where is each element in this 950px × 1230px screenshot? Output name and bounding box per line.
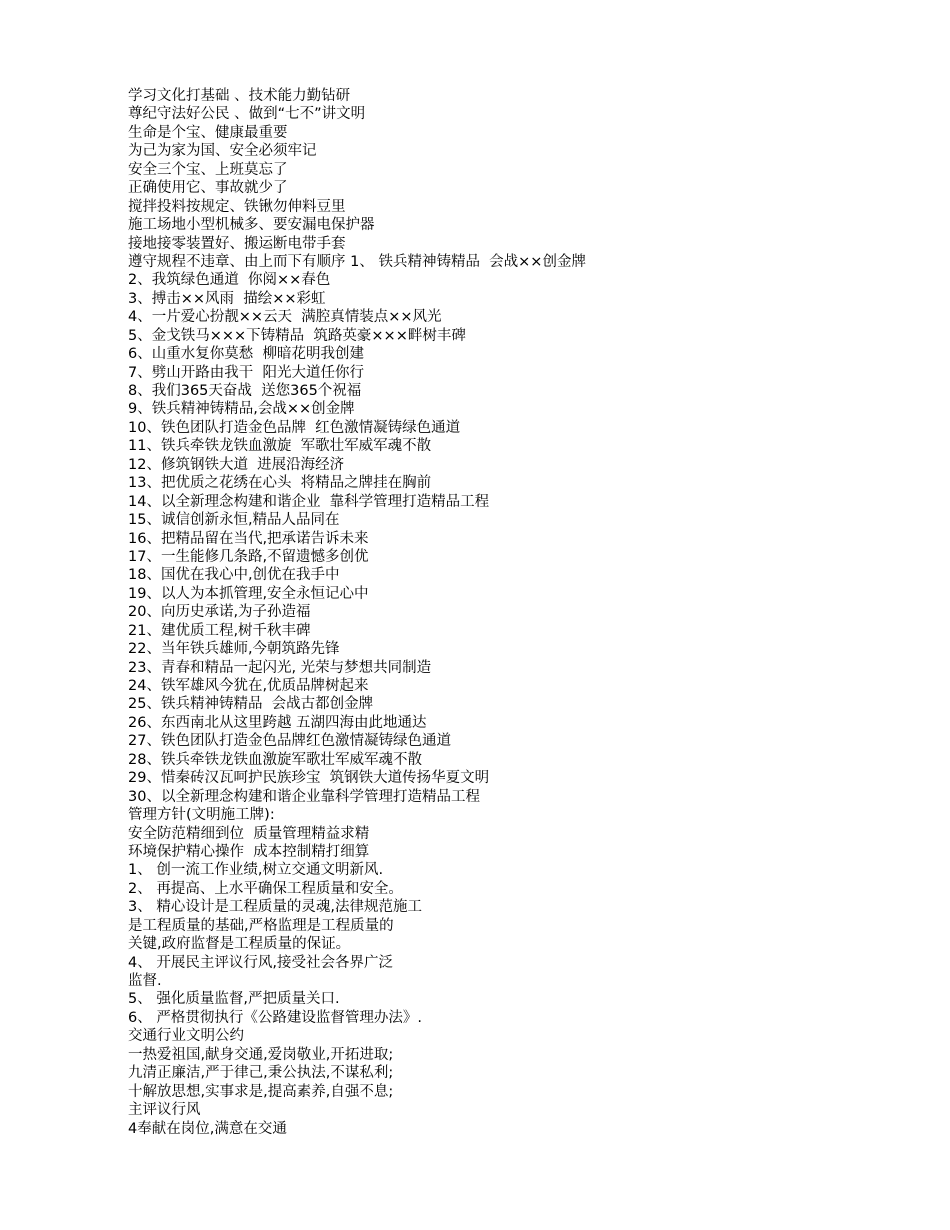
text-line: 4奉献在岗位,满意在交通 (128, 1120, 287, 1137)
text-line: 十解放思想,实事求是,提高素养,自强不息; (128, 1083, 394, 1100)
text-line: 安全三个宝、上班莫忘了 (128, 161, 288, 178)
text-line: 8、我们365天奋战 送您365个祝福 (128, 383, 362, 399)
text-line: 正确使用它、事故就少了 (128, 180, 288, 197)
text-line: 1、 创一流工作业绩,树立交通文明新风. (128, 862, 384, 879)
text-line: 关键,政府监督是工程质量的保证。 (128, 936, 351, 953)
text-line: 监督. (128, 973, 162, 989)
text-line: 接地接零装置好、搬运断电带手套 (128, 235, 346, 252)
text-line: 20、向历史承诺,为子孙造福 (128, 604, 311, 621)
text-line: 环境保护精心操作 成本控制精打细算 (128, 843, 370, 860)
text-line: 学习文化打基础 、技术能力勤钻研 (128, 88, 351, 104)
document-text-body (128, 87, 908, 1138)
text-line: 一热爱祖国,献身交通,爱岗敬业,开拓进取; (128, 1046, 394, 1063)
text-line: 16、把精品留在当代,把承诺告诉未来 (128, 530, 369, 547)
text-line: 安全防范精细到位 质量管理精益求精 (128, 825, 370, 842)
text-line: 为己为家为国、安全必须牢记 (128, 143, 317, 160)
text-line: 2、 再提高、上水平确保工程质量和安全。 (128, 880, 403, 897)
text-line: 14、以全新理念构建和谐企业 靠科学管理打造精品工程 (128, 493, 490, 510)
text-line: 施工场地小型机械多、要安漏电保护器 (128, 217, 375, 234)
text-line: 21、建优质工程,树千秋丰碑 (128, 622, 311, 639)
text-line: 2、我筑绿色通道 你阅××春色 (128, 272, 331, 289)
text-line: 遵守规程不违章、由上而下有顺序 1、 铁兵精神铸精品 会战××创金牌 (128, 253, 586, 270)
text-line: 28、铁兵牵铁龙铁血激旋军歌壮军威军魂不散 (128, 751, 422, 768)
text-line: 4、 开展民主评议行风,接受社会各界广泛 (128, 954, 393, 971)
text-line: 22、当年铁兵雄师,今朝筑路先锋 (128, 641, 340, 658)
text-line: 7、劈山开路由我干 阳光大道任你行 (128, 364, 364, 381)
text-line: 4、一片爱心扮靓××云天 满腔真情装点××风光 (128, 309, 442, 326)
text-line: 17、一生能修几条路,不留遗憾多创优 (128, 548, 369, 565)
text-line: 15、诚信创新永恒,精品人品同在 (128, 512, 340, 529)
text-line: 主评议行风 (128, 1102, 201, 1119)
text-line: 9、铁兵精神铸精品,会战××创金牌 (128, 401, 355, 418)
text-line: 11、铁兵牵铁龙铁血激旋 军歌壮军威军魂不散 (128, 438, 432, 455)
text-line: 23、青春和精品一起闪光, 光荣与梦想共同制造 (128, 659, 432, 676)
text-line: 29、惜秦砖汉瓦呵护民族珍宝 筑钢铁大道传扬华夏文明 (128, 770, 490, 787)
text-line: 尊纪守法好公民 、做到“七不”讲文明 (128, 106, 366, 123)
text-line: 5、 强化质量监督,严把质量关口. (128, 991, 340, 1008)
text-line: 30、以全新理念构建和谐企业靠科学管理打造精品工程 (128, 788, 480, 805)
text-line: 27、铁色团队打造金色品牌红色激情凝铸绿色通道 (128, 733, 451, 750)
text-line: 生命是个宝、健康最重要 (128, 124, 288, 141)
text-line: 5、金戈铁马×××下铸精品 筑路英豪×××畔树丰碑 (128, 327, 466, 344)
text-line: 26、东西南北从这里跨越 五湖四海由此地通达 (128, 714, 427, 731)
text-line: 是工程质量的基础,严格监理是工程质量的 (128, 917, 394, 934)
text-line: 6、山重水复你莫愁 柳暗花明我创建 (128, 346, 364, 363)
text-line: 25、铁兵精神铸精品 会战古都创金牌 (128, 696, 374, 713)
text-line: 24、铁军雄风今犹在,优质品牌树起来 (128, 678, 369, 694)
text-line: 13、把优质之花绣在心头 将精品之牌挂在胸前 (128, 475, 432, 492)
text-line: 搅拌投料按规定、铁锹勿伸料豆里 (128, 198, 346, 215)
text-line: 12、修筑钢铁大道 进展沿海经济 (128, 456, 345, 473)
text-line: 交通行业文明公约 (128, 1028, 244, 1045)
text-line: 19、以人为本抓管理,安全永恒记心中 (128, 585, 369, 602)
text-line: 3、搏击××风雨 描绘××彩虹 (128, 290, 326, 307)
text-line: 10、铁色团队打造金色品牌 红色激情凝铸绿色通道 (128, 419, 461, 436)
text-line: 管理方针(文明施工牌): (128, 807, 275, 824)
text-line: 九清正廉洁,严于律己,秉公执法,不谋私利; (128, 1065, 394, 1082)
text-line: 3、 精心设计是工程质量的灵魂,法律规范施工 (128, 899, 422, 916)
text-line: 6、 严格贯彻执行《公路建设监督管理办法》. (128, 1009, 422, 1026)
text-line: 18、国优在我心中,创优在我手中 (128, 567, 340, 584)
